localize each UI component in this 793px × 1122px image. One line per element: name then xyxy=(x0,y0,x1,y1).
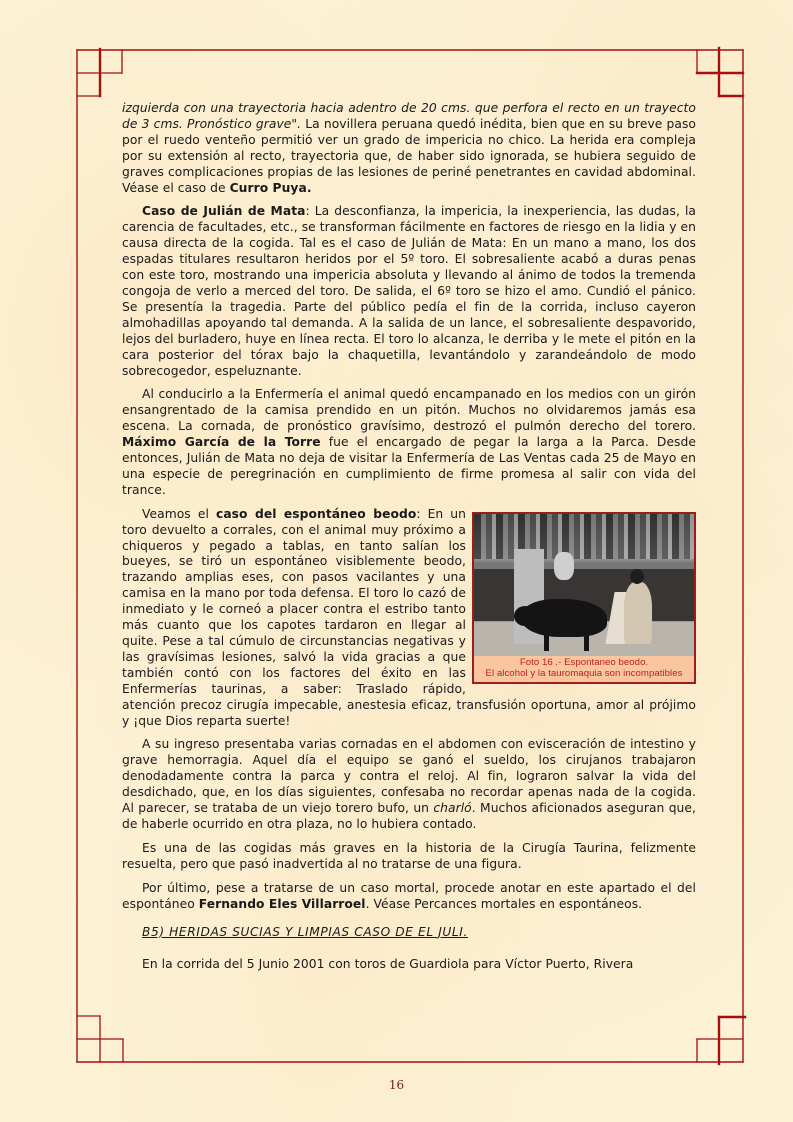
paragraph-caso-mortal: Por último, pese a tratarse de un caso mortal, procede anotar en este apartado el del espontáneo Fernando Eles Villarroel. Véase Percances mortales en espontáneos. xyxy=(122,880,696,911)
photo-caption xyxy=(474,656,694,682)
corner-ornament-bottom-right xyxy=(697,1017,745,1064)
corner-ornament-top-right xyxy=(697,48,743,96)
caption-line-1: Foto 16 .- Espontaneo beodo. xyxy=(519,656,649,668)
corner-ornament-top-left xyxy=(77,49,122,96)
name-fernando-eles: Fernando Eles Villarroel xyxy=(198,896,366,911)
corner-ornament-bottom-left xyxy=(77,1016,123,1062)
caption-line-2: El alcohol y la tauromaquia son incompatibles xyxy=(485,668,683,680)
quoted-report-italic: izquierda con una trayectoria hacia adentro de 20 cms. que perfora el recto en un trayecto de 3 cms. Pronóstico grave". xyxy=(122,101,696,131)
name-maximo-garcia: Máximo García de la Torre xyxy=(122,435,321,450)
reference-curro-puya: Curro Puya. xyxy=(229,180,312,195)
paragraph-enfermeria: Al conducirlo a la Enfermería el animal quedó encampanado en los medios con un girón ensangrentado de la camisa prendido en un pitón. Muchos no olvidaremos jamás esa escena. La cornada, de pronóstico gravísimo, destrozó el pulmón derecho del torero. Máximo García de la Torre fue el encargado de pegar la larga a la Parca. Desde entonces, Julián de Mata no deja de visitar la Enfermería de Las Ventas cada 25 de Mayo en una especie de peregrinación en cumplimiento de firme promesa al salir con vida del trance. xyxy=(122,387,696,497)
page-number: 16 xyxy=(388,1078,405,1092)
case-title-espontaneo-beodo: caso del espontáneo beodo xyxy=(215,506,417,521)
paragraph-ingreso: A su ingreso presentaba varias cornadas en el abdomen con evisceración de intestino y grave hemorragia. Aquel día el equipo se ganó el sueldo, los cirujanos trabajaron denodadamente contra la parca y contra el reloj. Al fin, lograron salvar la vida del desdichado, que, en los días siguientes, confesaba no recordar apenas nada de la cogida. Al parecer, se trataba de un viejo torero bufo, un charló. Muchos aficionados aseguran que, de haberle ocurrido en otra plaza, no lo hubiera contado. xyxy=(122,737,696,831)
paragraph-continuation: izquierda con una trayectoria hacia adentro de 20 cms. que perfora el recto en un trayecto de 3 cms. Pronóstico grave". La novillera peruana quedó inédita, bien que en su breve paso por el ruedo venteño permitió ver un grado de impericia no chico. La herida era compleja por su extensión al recto, trayectoria que, de haber sido ignorada, se hubiera seguido de graves complicaciones propias de las lesiones de periné penetrantes en cavidad abdominal. Véase el caso de Curro Puya. xyxy=(122,101,696,195)
photo-figure xyxy=(472,512,696,684)
case-title-julian-de-mata: Caso de Julián de Mata xyxy=(142,204,306,219)
body-text-column xyxy=(122,101,696,981)
paragraph-cirugia-taurina: Es una de las cogidas más graves en la historia de la Cirugía Taurina, felizmente resuelta, pero que pasó inadvertida al no tratarse de una figura. xyxy=(122,840,696,871)
section-heading-b5: B5) HERIDAS SUCIAS Y LIMPIAS CASO DE EL JULI. xyxy=(142,924,468,939)
term-charlo: charló xyxy=(433,801,472,816)
paragraph-julian-de-mata: Caso de Julián de Mata: La desconfianza, la impericia, la inexperiencia, las dudas, la carencia de facultades, etc., se transforman fácilmente en factores de riesgo en la lidia y en causa directa de la cogida. Tal es el caso de Julián de Mata: En un mano a mano, los dos espadas titulares resultaron heridos por el 5º toro. El sobresaliente acabó a duras penas con este toro, mostrando una impericia absoluta y llevando al ánimo de todos la tremenda congoja de verlo a merced del toro. De salida, el 6º toro se hizo el amo. Cundió el pánico. Se presentía la tragedia. Parte del público pedía el fin de la corrida, incluso cayeron almohadillas apoyando tal demanda. A la salida de un lance, el sobresaliente despavorido, lejos del burladero, huye en línea recta. El toro lo alcanza, le derriba y le mete el pitón en la cara posterior del tórax bajo la chaquetilla, levantándolo y zarandeándolo de modo sobrecogedor, espeluznante. xyxy=(122,204,697,378)
paragraph-el-juli-start: En la corrida del 5 Junio 2001 con toros de Guardiola para Víctor Puerto, Rivera xyxy=(142,957,634,972)
bullfight-photo xyxy=(474,514,694,656)
paragraph-espontaneo-beodo: Veamos el caso del espontáneo beodo: En un toro devuelto a corrales, con el animal muy próximo a chiqueros y pegado a tablas, en tanto salían los bueyes, se tiró un espontáneo visiblemente beodo, trazando amplias eses, con pasos vacilantes y una camisa en la mano por toda defensa. El toro lo cazó de inmediato y le corneó a placer contra el estribo tanto más cuanto que los capotes tardaron en llegar al quite. Pese a tal cúmulo de circunstancias negativas y las gravísimas lesiones, salvó la vida gracias a que también contó con los factores del éxito en las Enfermerías taurinas, a saber: Traslado rápido, atención precoz cirugía impecable, anestesia eficaz, transfusión oportuna, amor al prójimo y ¡que Dios reparta suerte! xyxy=(122,506,696,728)
